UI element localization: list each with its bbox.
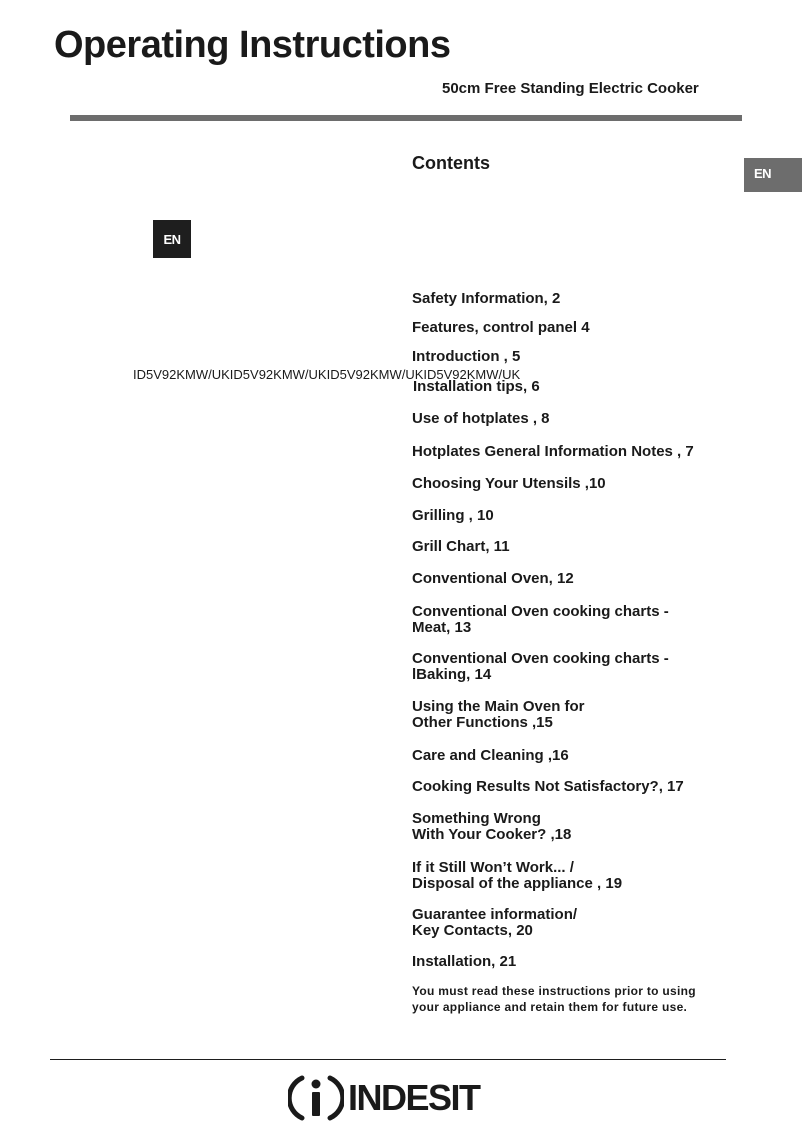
toc-item: Something Wrong With Your Cooker? ,18 — [412, 810, 572, 843]
footer-divider — [50, 1059, 726, 1060]
toc-item: Safety Information, 2 — [412, 290, 561, 307]
indesit-logo — [288, 1072, 480, 1124]
toc-item: Conventional Oven cooking charts - lBaking, 14 — [412, 650, 669, 683]
indesit-logo-icon — [288, 1072, 344, 1124]
toc-item: Installation tips, 6 — [413, 378, 540, 395]
toc-item: Care and Cleaning ,16 — [412, 747, 569, 764]
product-subtitle: 50cm Free Standing Electric Cooker — [442, 80, 699, 97]
toc-item: Use of hotplates , 8 — [412, 410, 550, 427]
toc-item: Conventional Oven, 12 — [412, 570, 574, 587]
indesit-wordmark: INDESIT — [348, 1077, 480, 1118]
toc-item: If it Still Won’t Work... / Disposal of the appliance , 19 — [412, 859, 623, 892]
toc-item: Cooking Results Not Satisfactory?, 17 — [412, 778, 684, 795]
read-instructions-notice: You must read these instructions prior to using your appliance and retain them for future use. — [412, 984, 696, 1014]
model-numbers: ID5V92KMW/UKID5V92KMW/UKID5V92KMW/UKID5V92KMW/UK — [133, 367, 521, 382]
contents-heading: Contents — [412, 153, 490, 173]
toc-item: Conventional Oven cooking charts - Meat, 13 — [412, 603, 669, 636]
toc-item: Grilling , 10 — [412, 507, 494, 524]
language-tab: EN — [744, 158, 802, 192]
toc-item: Installation, 21 — [412, 953, 517, 970]
toc-item: Using the Main Oven for Other Functions ,15 — [412, 698, 585, 731]
toc-item: Features, control panel 4 — [412, 319, 590, 336]
toc-item: Grill Chart, 11 — [412, 538, 510, 555]
toc-item: Introduction , 5 — [412, 348, 521, 365]
toc-item: Hotplates General Information Notes , 7 — [412, 443, 694, 460]
header-divider — [70, 115, 742, 121]
language-badge: EN — [153, 220, 191, 258]
page-title: Operating Instructions — [54, 24, 451, 66]
toc-item: Guarantee information/ Key Contacts, 20 — [412, 906, 578, 939]
toc-item: Choosing Your Utensils ,10 — [412, 475, 606, 492]
